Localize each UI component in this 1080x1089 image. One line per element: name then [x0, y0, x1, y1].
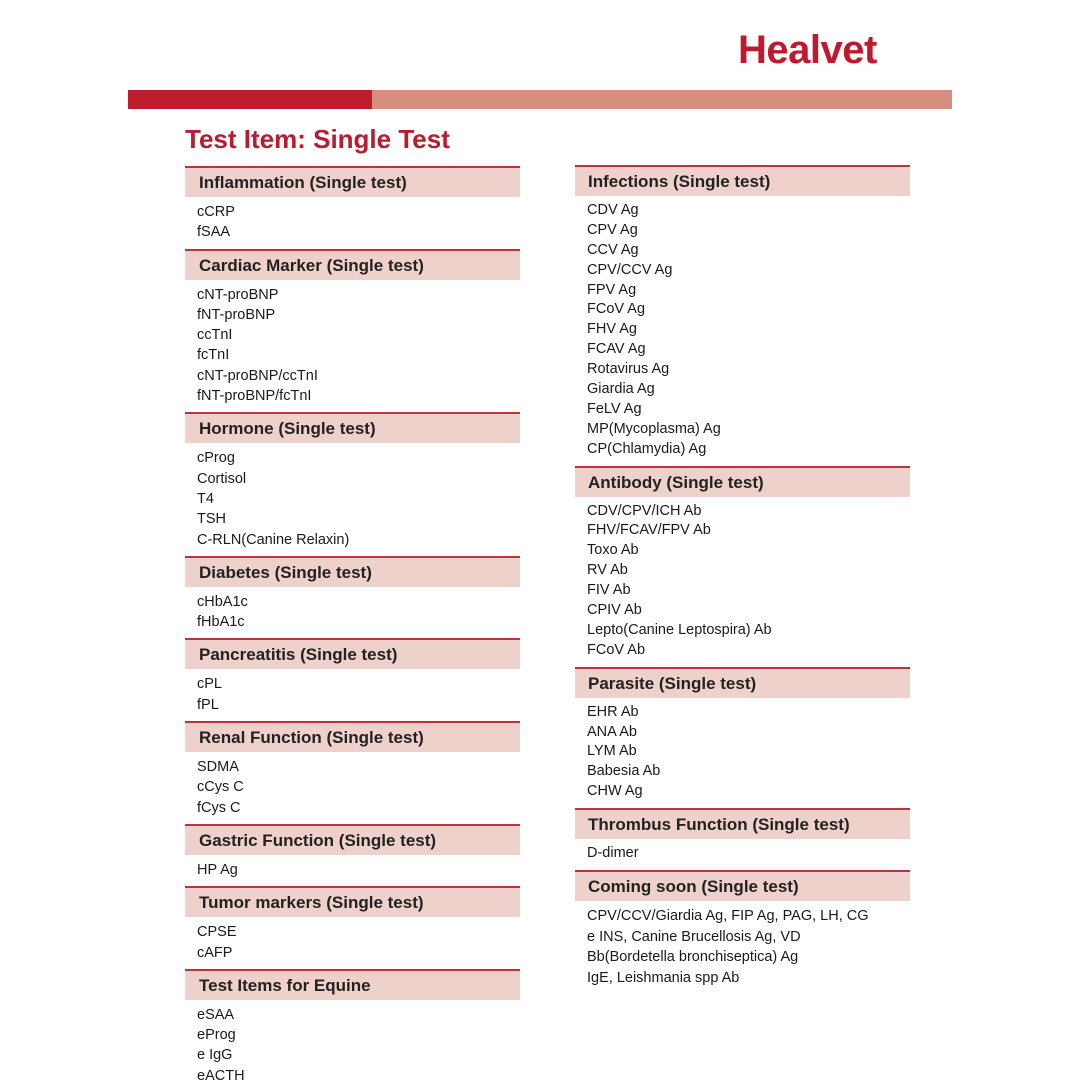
test-item-list	[185, 752, 520, 821]
section-diabetes	[185, 556, 520, 636]
section-header: Coming soon (Single test)	[575, 870, 910, 901]
test-item: T4	[197, 490, 214, 507]
section-header: Tumor markers (Single test)	[185, 886, 520, 917]
test-item: CHW Ag	[587, 783, 643, 800]
test-item: CPIV Ab	[587, 602, 642, 619]
section-thrombus-function	[575, 808, 910, 867]
test-item: FPV Ag	[587, 281, 637, 298]
section-header: Inflammation (Single test)	[185, 166, 520, 197]
test-item: e INS, Canine Brucellosis Ag, VD	[587, 928, 801, 945]
section-header: Thrombus Function (Single test)	[575, 808, 910, 839]
section-renal-function	[185, 721, 520, 821]
test-item: CPV/CCV/Giardia Ag, FIP Ag, PAG, LH, CG	[587, 908, 869, 925]
right-column	[575, 162, 910, 991]
test-item: cPL	[197, 676, 222, 693]
test-item: CPSE	[197, 924, 237, 941]
test-item: cAFP	[197, 944, 233, 961]
section-header: Infections (Single test)	[575, 165, 910, 196]
section-antibody	[575, 466, 910, 664]
test-item: CDV Ag	[587, 202, 639, 218]
test-item: FHV/FCAV/FPV Ab	[587, 522, 711, 539]
test-item: ccTnI	[197, 327, 233, 344]
header-band-dark	[128, 90, 372, 109]
test-item: Bb(Bordetella bronchiseptica) Ag	[587, 949, 799, 966]
test-item: SDMA	[197, 759, 239, 776]
test-item: FIV Ab	[587, 582, 631, 599]
test-item: TSH	[197, 511, 226, 528]
test-item: FeLV Ag	[587, 400, 642, 417]
header-band-light	[372, 90, 952, 109]
test-item: D-dimer	[587, 845, 639, 862]
test-item-list	[575, 497, 910, 664]
healvet-logo: Healvet	[738, 28, 877, 72]
test-item-list	[185, 443, 520, 552]
test-item: cCys C	[197, 779, 244, 796]
section-header: Parasite (Single test)	[575, 667, 910, 698]
test-item: CPV Ag	[587, 221, 638, 238]
section-header: Gastric Function (Single test)	[185, 824, 520, 855]
section-inflammation	[185, 166, 520, 246]
test-item: CDV/CPV/ICH Ab	[587, 502, 702, 519]
test-item: eSAA	[197, 1006, 235, 1023]
test-item-list	[575, 839, 910, 867]
test-item-list	[575, 901, 910, 991]
test-item: Lepto(Canine Leptospira) Ab	[587, 621, 772, 638]
section-header: Test Items for Equine	[185, 969, 520, 1000]
test-item: CP(Chlamydia) Ag	[587, 440, 707, 457]
test-item: HP Ag	[197, 861, 238, 878]
test-item: FCoV Ab	[587, 641, 646, 658]
test-item: RV Ab	[587, 562, 628, 579]
test-item-list	[185, 280, 520, 410]
test-item: Toxo Ab	[587, 542, 639, 559]
test-item: CPV/CCV Ag	[587, 261, 673, 278]
test-item-list	[185, 669, 520, 718]
test-item: IgE, Leishmania spp Ab	[587, 969, 740, 986]
test-item: C-RLN(Canine Relaxin)	[197, 531, 350, 548]
test-item: LYM Ab	[587, 743, 637, 760]
test-item: Cortisol	[197, 470, 247, 487]
test-item: cHbA1c	[197, 593, 248, 610]
test-item: cCRP	[197, 204, 235, 220]
test-item: fPL	[197, 696, 219, 713]
section-hormone	[185, 412, 520, 552]
section-gastric-function	[185, 824, 520, 883]
test-item: fSAA	[197, 224, 231, 241]
test-item: FHV Ag	[587, 321, 637, 338]
test-item: fCys C	[197, 799, 241, 816]
left-column	[185, 163, 520, 1089]
section-pancreatitis	[185, 638, 520, 718]
test-item: FCAV Ag	[587, 341, 646, 358]
test-item-list	[575, 698, 910, 805]
test-item: cProg	[197, 450, 235, 467]
test-item: Giardia Ag	[587, 381, 655, 398]
test-item: fNT-proBNP/fcTnI	[197, 388, 312, 405]
test-item: fNT-proBNP	[197, 306, 276, 323]
test-item: fHbA1c	[197, 614, 245, 631]
test-item-list	[185, 1000, 520, 1089]
test-item: eACTH	[197, 1067, 245, 1084]
section-header: Renal Function (Single test)	[185, 721, 520, 752]
page-title: Test Item: Single Test	[185, 124, 450, 154]
section-coming-soon	[575, 870, 910, 991]
test-item: eProg	[197, 1027, 236, 1044]
section-header: Antibody (Single test)	[575, 466, 910, 497]
test-item-list	[185, 917, 520, 966]
test-item: ANA Ab	[587, 723, 637, 740]
test-item: MP(Mycoplasma) Ag	[587, 420, 721, 437]
section-infections	[575, 165, 910, 463]
test-item: Babesia Ab	[587, 763, 661, 780]
section-header: Hormone (Single test)	[185, 412, 520, 443]
section-header: Cardiac Marker (Single test)	[185, 249, 520, 280]
section-tumor-markers	[185, 886, 520, 966]
section-header: Pancreatitis (Single test)	[185, 638, 520, 669]
section-parasite	[575, 667, 910, 805]
test-item: cNT-proBNP/ccTnI	[197, 367, 318, 384]
section-header: Diabetes (Single test)	[185, 556, 520, 587]
test-item-list	[185, 587, 520, 636]
section-test-items-for-equine	[185, 969, 520, 1089]
test-item: Rotavirus Ag	[587, 361, 670, 378]
test-item: e IgG	[197, 1047, 233, 1064]
test-item-list	[185, 197, 520, 246]
test-item: cNT-proBNP	[197, 286, 279, 303]
test-item: FCoV Ag	[587, 301, 646, 318]
test-item: EHR Ab	[587, 703, 639, 720]
test-item-list	[575, 196, 910, 463]
test-item: fcTnI	[197, 347, 230, 364]
section-cardiac-marker	[185, 249, 520, 410]
test-item: CCV Ag	[587, 241, 639, 258]
test-item-list	[185, 855, 520, 883]
